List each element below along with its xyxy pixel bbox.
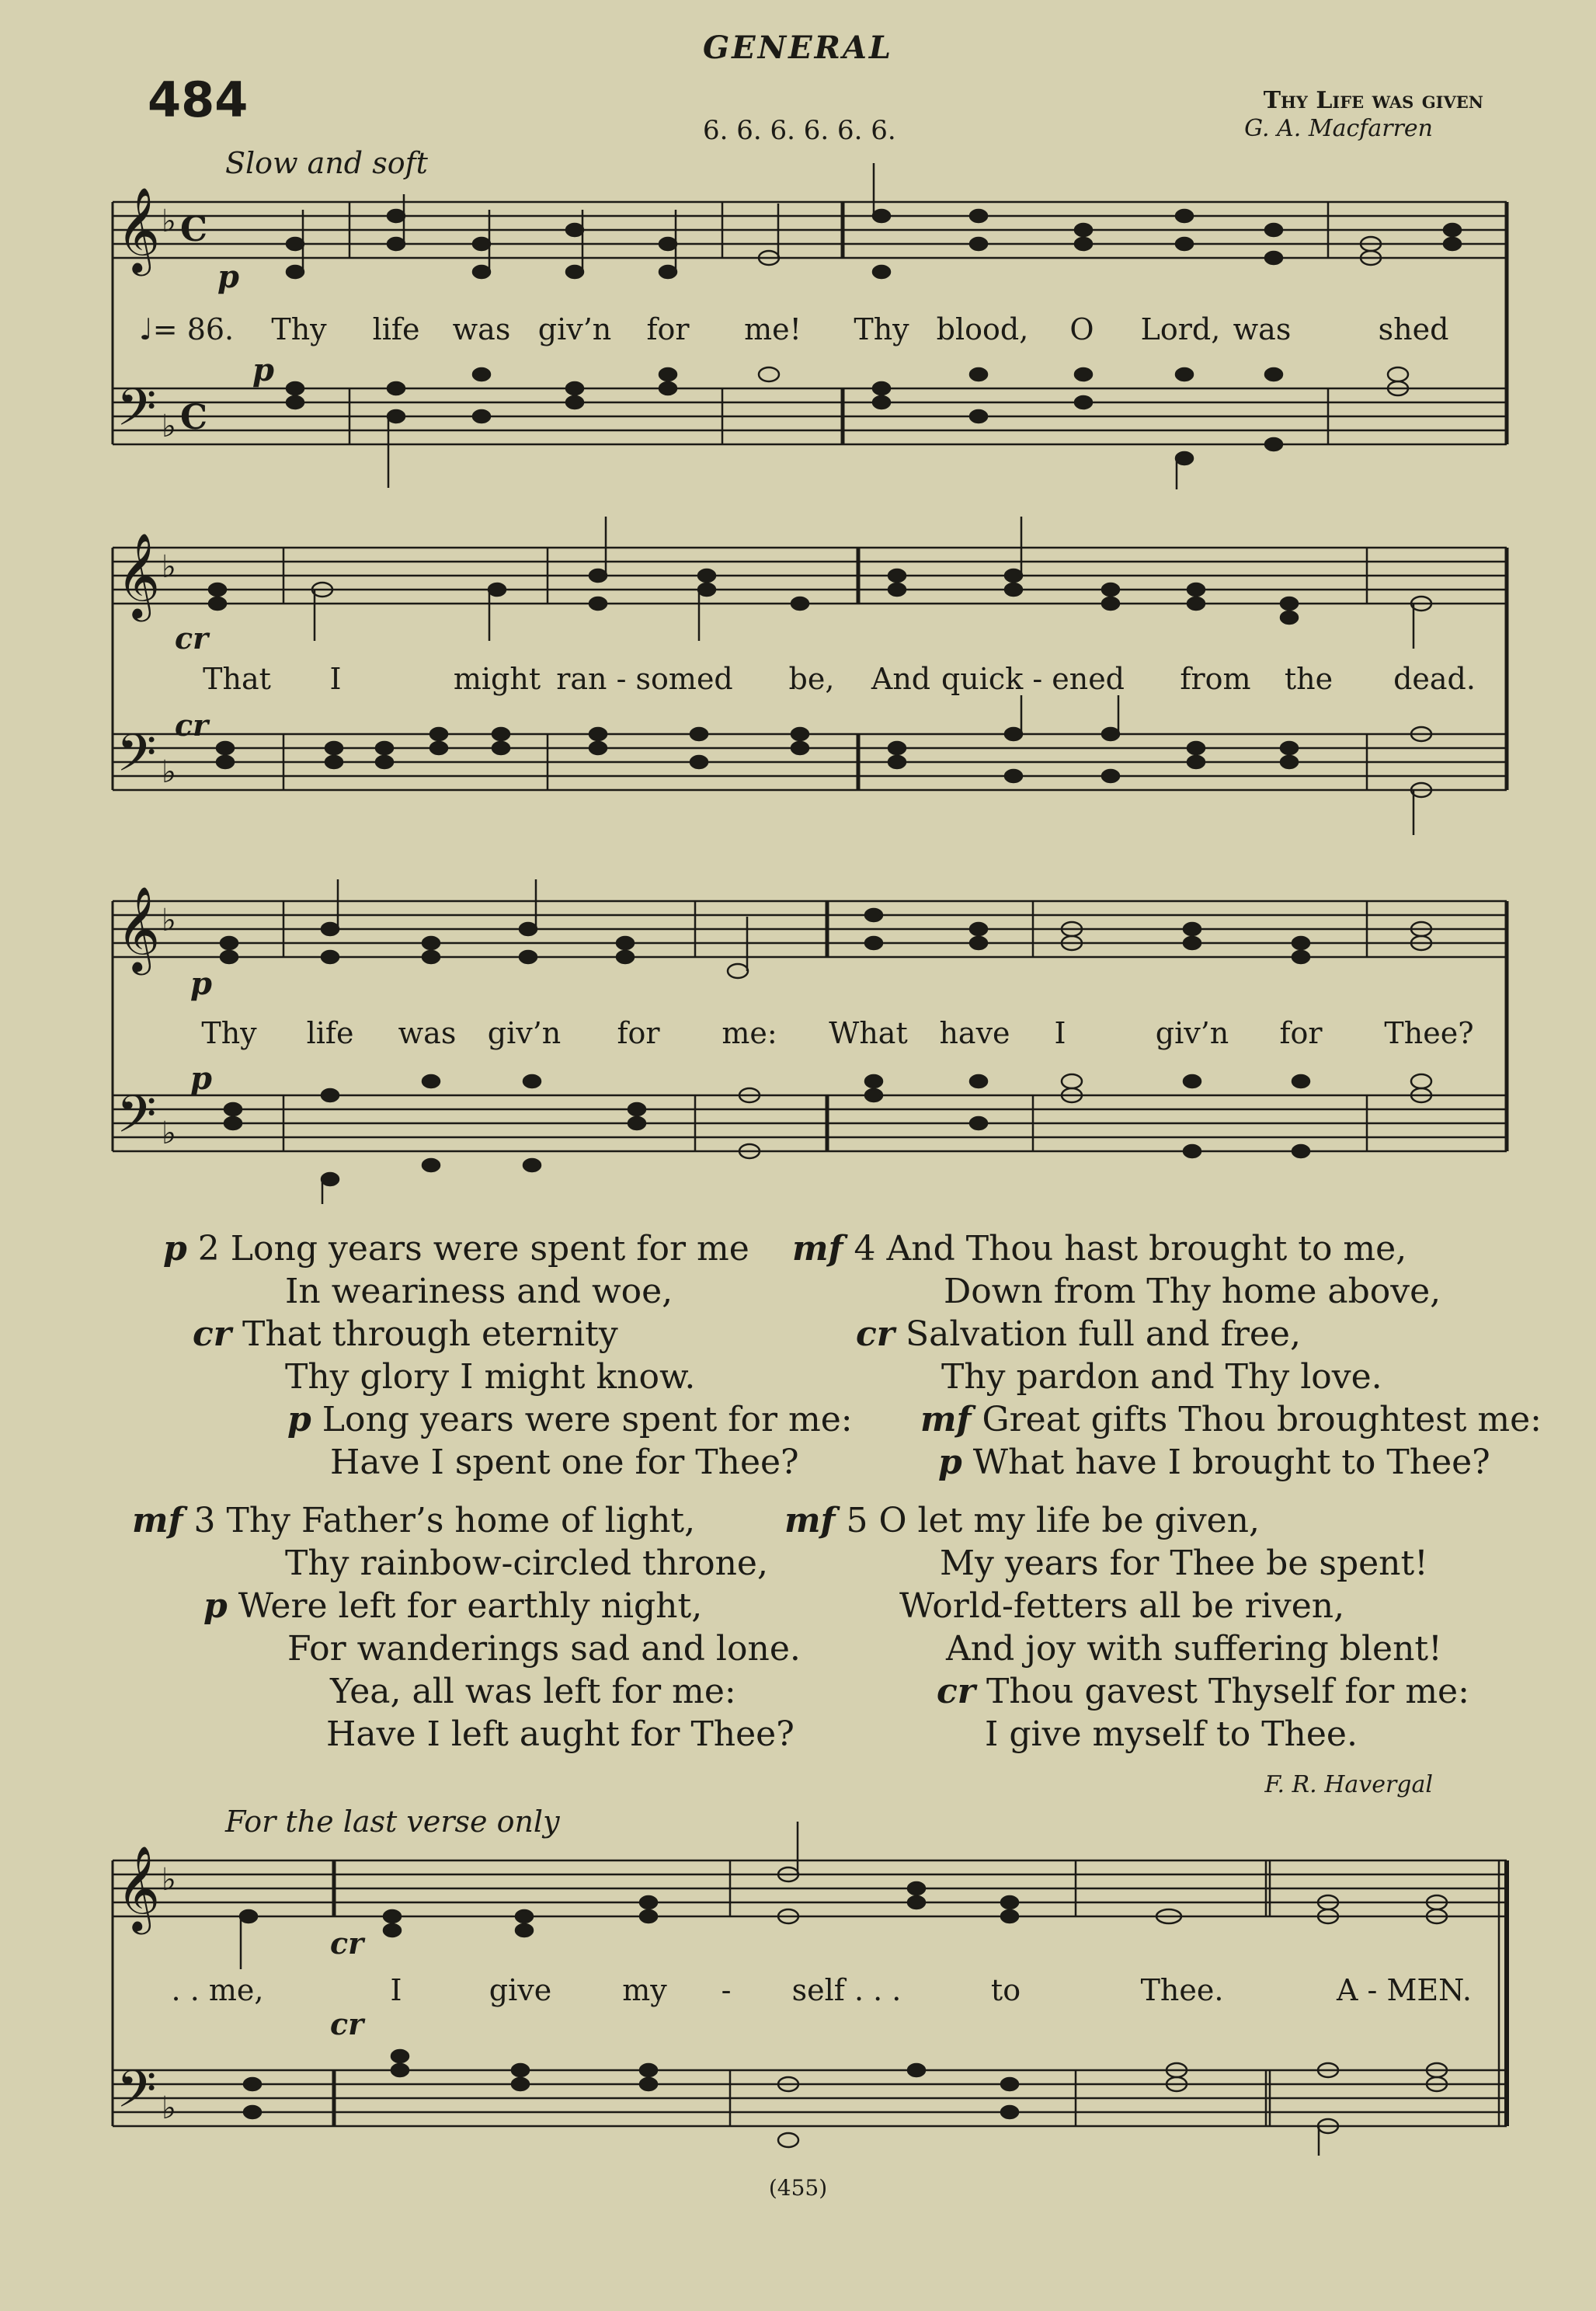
metronome-mark: ♩= 86. — [138, 312, 235, 346]
verse-line: That through eternity — [242, 1314, 618, 1354]
svg-text:𝄞: 𝄞 — [116, 886, 161, 972]
verse-number: 2 — [197, 1229, 220, 1269]
svg-text:♭: ♭ — [162, 204, 176, 239]
verse-3 — [132, 1499, 801, 1756]
verse-line: World-fetters all be riven, — [899, 1586, 1345, 1626]
verse-line: O let my life be given, — [878, 1501, 1260, 1540]
lyric-syllable: Thy — [271, 312, 327, 346]
verse-line: What have I brought to Thee? — [972, 1443, 1490, 1482]
lyric-syllable: . . me, — [171, 1973, 264, 2007]
svg-text:♭: ♭ — [162, 409, 176, 444]
verse-line: In weariness and woe, — [285, 1272, 673, 1311]
lyric-syllable: giv’n — [537, 312, 612, 346]
lyric-syllable: me: — [722, 1016, 777, 1050]
lyric-syllable: life — [372, 312, 420, 346]
svg-text:𝄢: 𝄢 — [116, 723, 157, 795]
lyric-syllable: for — [617, 1016, 660, 1050]
verse-number: 5 — [846, 1501, 868, 1540]
lyric-syllable: give — [489, 1973, 552, 2007]
lyric-syllable: Thee. — [1140, 1973, 1224, 2007]
verse-line: And Thou hast brought to me, — [886, 1229, 1407, 1269]
line-dynamic: p — [287, 1400, 311, 1439]
verse-5 — [784, 1499, 1469, 1756]
dynamic-cr: cr — [175, 621, 209, 656]
lyrics-system-1 — [0, 312, 1596, 359]
last-verse-label: For the last verse only — [225, 1805, 560, 1839]
lyric-syllable: quick - ened — [941, 662, 1125, 696]
composer: G. A. Macfarren — [1244, 115, 1433, 142]
svg-text:𝄞: 𝄞 — [116, 187, 161, 273]
lyric-syllable: was — [1233, 312, 1292, 346]
line-dynamic: p — [938, 1443, 962, 1482]
svg-text:C: C — [180, 210, 208, 249]
dynamic-cr: cr — [175, 708, 209, 743]
lyric-syllable: And — [871, 662, 931, 696]
dynamic-p: p — [252, 352, 274, 388]
lyric-syllable: blood, — [936, 312, 1029, 346]
lyric-syllable: life — [306, 1016, 354, 1050]
verse-dynamic: mf — [784, 1501, 836, 1540]
verse-4 — [792, 1227, 1542, 1484]
lyric-syllable: me! — [744, 312, 801, 346]
lyric-syllable: self . . . — [791, 1973, 902, 2007]
lyric-syllable: have — [939, 1016, 1010, 1050]
svg-text:C: C — [180, 398, 208, 437]
section-title: GENERAL — [702, 30, 894, 66]
lyric-syllable: dead. — [1393, 662, 1476, 696]
lyric-syllable: Lord, — [1140, 312, 1221, 346]
svg-text:♭: ♭ — [162, 1115, 176, 1151]
lyric-syllable: I — [1054, 1016, 1066, 1050]
verse-line: Were left for earthly night, — [238, 1586, 703, 1626]
lyric-syllable: might — [453, 662, 541, 696]
verse-line: Down from Thy home above, — [944, 1272, 1441, 1311]
svg-text:𝄢: 𝄢 — [116, 2059, 157, 2132]
lyric-syllable: for — [1279, 1016, 1323, 1050]
lyric-syllable: was — [452, 312, 511, 346]
dynamic-p: p — [190, 1060, 212, 1097]
lyric-syllable: my — [622, 1973, 667, 2007]
verse-line: Thy pardon and Thy love. — [941, 1357, 1382, 1397]
verse-line: Thy glory I might know. — [285, 1357, 696, 1397]
svg-text:♭: ♭ — [162, 903, 176, 938]
author: F. R. Havergal — [1264, 1771, 1433, 1798]
svg-text:𝄞: 𝄞 — [116, 533, 161, 618]
dynamic-p: p — [190, 966, 212, 1002]
lyric-syllable: giv’n — [487, 1016, 562, 1050]
lyric-syllable: to — [990, 1973, 1021, 2007]
line-dynamic: cr — [856, 1314, 895, 1354]
lyric-syllable: O — [1069, 312, 1094, 346]
lyric-syllable: That — [203, 662, 271, 696]
verse-line: Have I spent one for Thee? — [330, 1443, 799, 1482]
lyric-syllable: What — [829, 1016, 908, 1050]
line-dynamic: p — [203, 1586, 228, 1626]
svg-text:♭: ♭ — [162, 1862, 176, 1898]
lyric-syllable: the — [1284, 662, 1333, 696]
verse-line: Long years were spent for me: — [322, 1400, 853, 1439]
lyric-syllable: A - MEN. — [1337, 1973, 1472, 2007]
verse-line: Thy rainbow-circled throne, — [285, 1544, 768, 1583]
svg-text:♭: ♭ — [162, 549, 176, 585]
lyric-syllable: giv’n — [1155, 1016, 1229, 1050]
verse-line: Great gifts Thou broughtest me: — [982, 1400, 1542, 1439]
verse-line: Yea, all was left for me: — [330, 1672, 736, 1711]
lyrics-system-4 — [0, 1973, 1596, 2020]
lyric-syllable: - — [721, 1973, 732, 2007]
tempo-marking: Slow and soft — [225, 146, 428, 180]
verse-number: 3 — [193, 1501, 216, 1540]
line-dynamic: cr — [193, 1314, 231, 1354]
line-dynamic: cr — [937, 1672, 975, 1711]
lyric-syllable: Thy — [854, 312, 909, 346]
lyrics-system-3 — [0, 1016, 1596, 1063]
line-dynamic: mf — [920, 1400, 972, 1439]
svg-text:♭: ♭ — [162, 754, 176, 790]
dynamic-cr: cr — [330, 2006, 364, 2041]
svg-text:𝄞: 𝄞 — [116, 1846, 161, 1931]
lyric-syllable: shed — [1378, 312, 1449, 346]
verse-line: For wanderings sad and lone. — [287, 1629, 801, 1669]
meter: 6. 6. 6. 6. 6. 6. — [703, 115, 896, 146]
verse-line: And joy with suffering blent! — [946, 1629, 1442, 1669]
lyric-syllable: for — [646, 312, 690, 346]
verse-number: 4 — [854, 1229, 876, 1269]
lyric-syllable: ran - somed — [556, 662, 733, 696]
verse-dynamic: p — [163, 1229, 187, 1269]
verse-line: Thou gavest Thyself for me: — [986, 1672, 1469, 1711]
hymn-number: 484 — [148, 71, 249, 128]
verse-2 — [163, 1227, 853, 1484]
page-number: (455) — [768, 2175, 828, 2201]
lyric-syllable: from — [1180, 662, 1251, 696]
svg-text:𝄢: 𝄢 — [116, 1084, 157, 1157]
svg-text:𝄢: 𝄢 — [116, 378, 157, 450]
verse-dynamic: mf — [792, 1229, 843, 1269]
tune-name: Thy Life was given — [1263, 87, 1483, 114]
verse-line: Have I left aught for Thee? — [326, 1714, 795, 1754]
dynamic-cr: cr — [330, 1926, 364, 1961]
lyric-syllable: I — [390, 1973, 402, 2007]
lyric-syllable: Thee? — [1384, 1016, 1474, 1050]
lyric-syllable: be, — [788, 662, 835, 696]
svg-text:♭: ♭ — [162, 2090, 176, 2126]
verse-line: I give myself to Thee. — [985, 1714, 1358, 1754]
verse-line: My years for Thee be spent! — [940, 1544, 1428, 1583]
dynamic-p: p — [217, 259, 239, 295]
lyric-syllable: Thy — [201, 1016, 257, 1050]
verse-line: Salvation full and free, — [905, 1314, 1301, 1354]
verse-dynamic: mf — [132, 1501, 183, 1540]
lyric-syllable: I — [329, 662, 342, 696]
verse-line: Long years were spent for me — [230, 1229, 749, 1269]
lyrics-system-2 — [0, 662, 1596, 708]
lyric-syllable: was — [398, 1016, 457, 1050]
verse-line: Thy Father’s home of light, — [226, 1501, 696, 1540]
